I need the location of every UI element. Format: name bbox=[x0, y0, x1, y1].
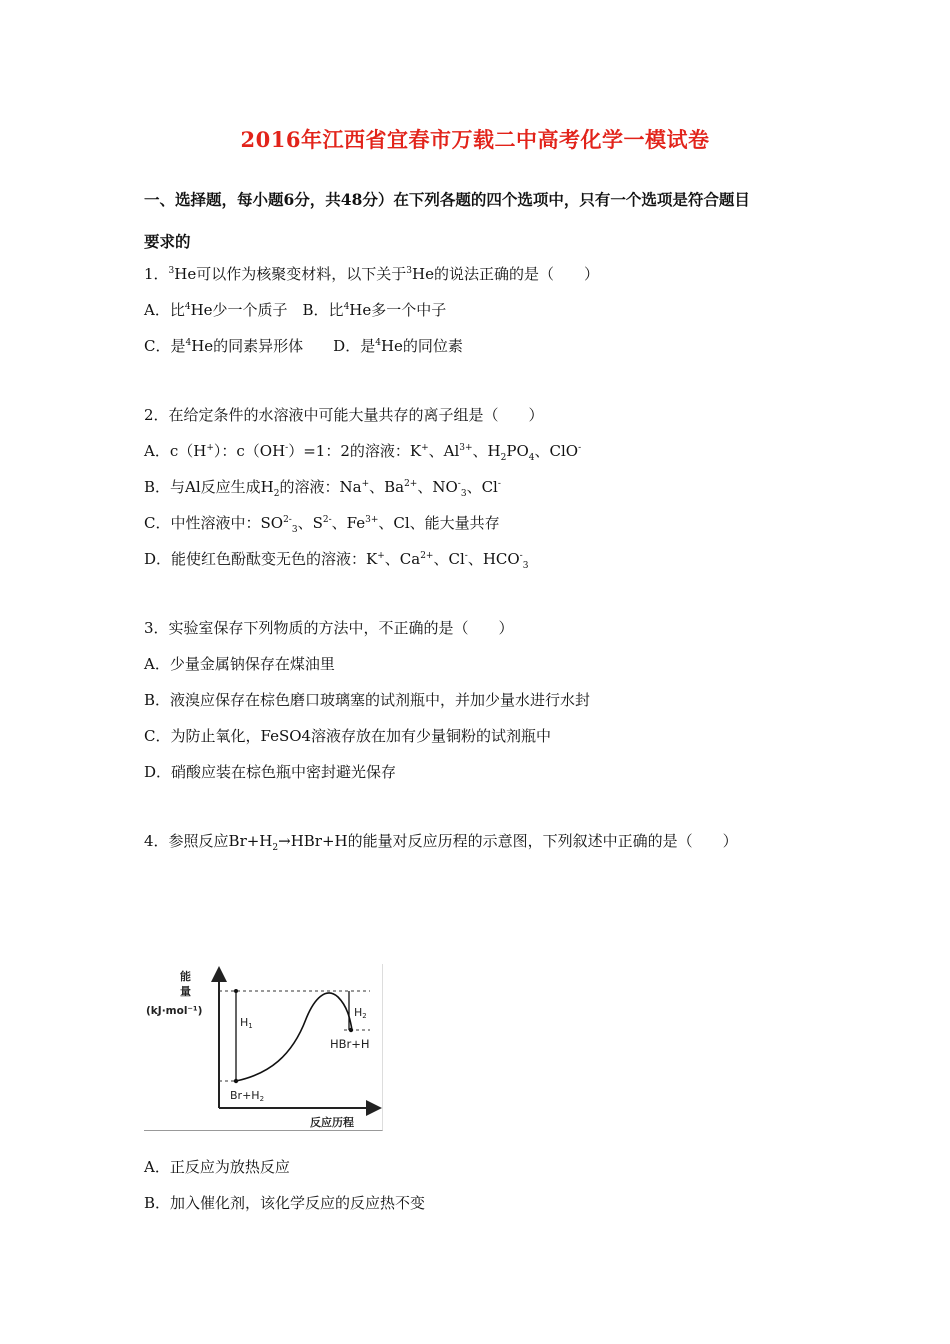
question-3-stem: 3．实验室保存下列物质的方法中，不正确的是（ ） bbox=[144, 619, 514, 637]
question-4-option-a: A．正反应为放热反应 bbox=[144, 1158, 290, 1176]
y-axis-label-1: 能 bbox=[180, 970, 191, 983]
reactant-label: Br+H2 bbox=[230, 1089, 265, 1103]
question-2-option-b: B．与Al反应生成$H_2$的溶液：Na+、$Ba^{2+}$、$NO^-_3$、Cl- bbox=[144, 478, 501, 499]
peak-point-left bbox=[234, 989, 238, 993]
x-axis-label: 反应历程 bbox=[310, 1116, 354, 1129]
question-3-option-d: D．硝酸应装在棕色瓶中密封避光保存 bbox=[144, 763, 397, 781]
question-2-option-c: C．中性溶液中：$SO^{2-}_3$、$S^{2-}$、$Fe^{3+}$、Cl、能大量共存 bbox=[144, 514, 500, 535]
question-4-stem: 4．参照反应$Br+H_2\to HBr+H$的能量对反应历程的示意图，下列叙述中正确的是（ ） bbox=[144, 832, 738, 853]
h1-label: H1 bbox=[240, 1016, 253, 1030]
page-title: 2016年江西省宜春市万载二中高考化学一模试卷 bbox=[240, 127, 710, 152]
h2-label: H2 bbox=[354, 1006, 367, 1020]
section-heading-line-1: 一、选择题，每小题6分，共48分）在下列各题的四个选项中，只有一个选项是符合题目 bbox=[144, 190, 750, 209]
section-heading-line-2: 要求的 bbox=[144, 232, 191, 251]
question-3-option-c: C．为防止氧化，FeSO4溶液存放在加有少量铜粉的试剂瓶中 bbox=[144, 727, 552, 745]
question-1-options-cd: C．是$^4$He的同素异形体 D．是$^4$He的同位素 bbox=[144, 337, 463, 355]
energy-diagram bbox=[144, 964, 383, 1131]
question-1-stem: 1．$^3$He可以作为核聚变材料，以下关于$^3$He的说法正确的是（ ） bbox=[144, 265, 599, 283]
question-2-stem: 2．在给定条件的水溶液中可能大量共存的离子组是（ ） bbox=[144, 406, 544, 424]
question-2-option-a: A．c（H+）：c（OH-）=1：2的溶液：K+、$Al^{3+}$、$H_2PO_4$、ClO- bbox=[144, 442, 582, 463]
question-3-option-b: B．液溴应保存在棕色磨口玻璃塞的试剂瓶中，并加少量水进行水封 bbox=[144, 691, 591, 709]
reactant-point bbox=[234, 1079, 238, 1083]
product-label: HBr+H bbox=[330, 1037, 370, 1051]
y-axis-unit: (kJ·mol⁻¹) bbox=[146, 1005, 203, 1017]
question-1-options-ab: A．比$^4$He少一个质子 B．比$^4$He多一个中子 bbox=[144, 301, 447, 319]
question-3-option-a: A．少量金属钠保存在煤油里 bbox=[144, 655, 335, 673]
question-4-option-b: B．加入催化剂，该化学反应的反应热不变 bbox=[144, 1194, 426, 1212]
y-axis-label-2: 量 bbox=[180, 985, 191, 998]
product-point bbox=[349, 1028, 353, 1032]
question-2-option-d: D．能使红色酚酞变无色的溶液：K+、$Ca^{2+}$、Cl-、$HCO^-_3$ bbox=[144, 550, 529, 571]
